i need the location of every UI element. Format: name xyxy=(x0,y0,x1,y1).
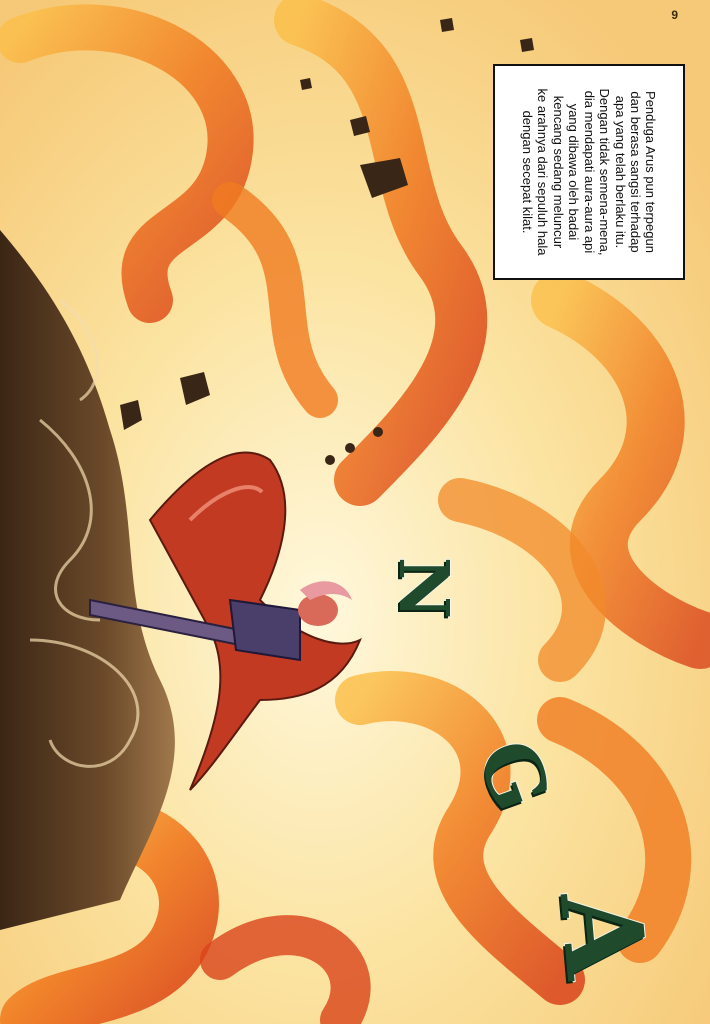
sound-effect-letter-g: G xyxy=(459,728,568,823)
warrior-head xyxy=(298,594,338,626)
caption-line: yang dibawa oleh badai xyxy=(566,103,582,241)
caption-line: kencang sedang meluncur xyxy=(550,95,566,249)
caption-line: dia mendapati aura-aura api xyxy=(581,90,597,254)
narration-caption-text xyxy=(495,68,683,276)
caption-line: dengan secepat kilat. xyxy=(520,110,536,234)
caption-line: apa yang telah berlaku itu. xyxy=(612,95,628,249)
sound-effect-letter-n: N xyxy=(383,556,464,620)
torso xyxy=(230,600,300,660)
caption-line: Penduga Arus pun terpegun xyxy=(643,91,659,253)
narration-caption-box xyxy=(493,64,685,280)
page-number: 9 xyxy=(671,8,678,22)
sound-effect-letter-a: A xyxy=(534,886,671,983)
caption-line: ke arahnya dari sepuluh hala xyxy=(535,88,551,256)
caption-line: Dengan tidak semena-mena, xyxy=(597,88,613,256)
caption-line: dan berasa sangsi terhadap xyxy=(627,91,643,253)
